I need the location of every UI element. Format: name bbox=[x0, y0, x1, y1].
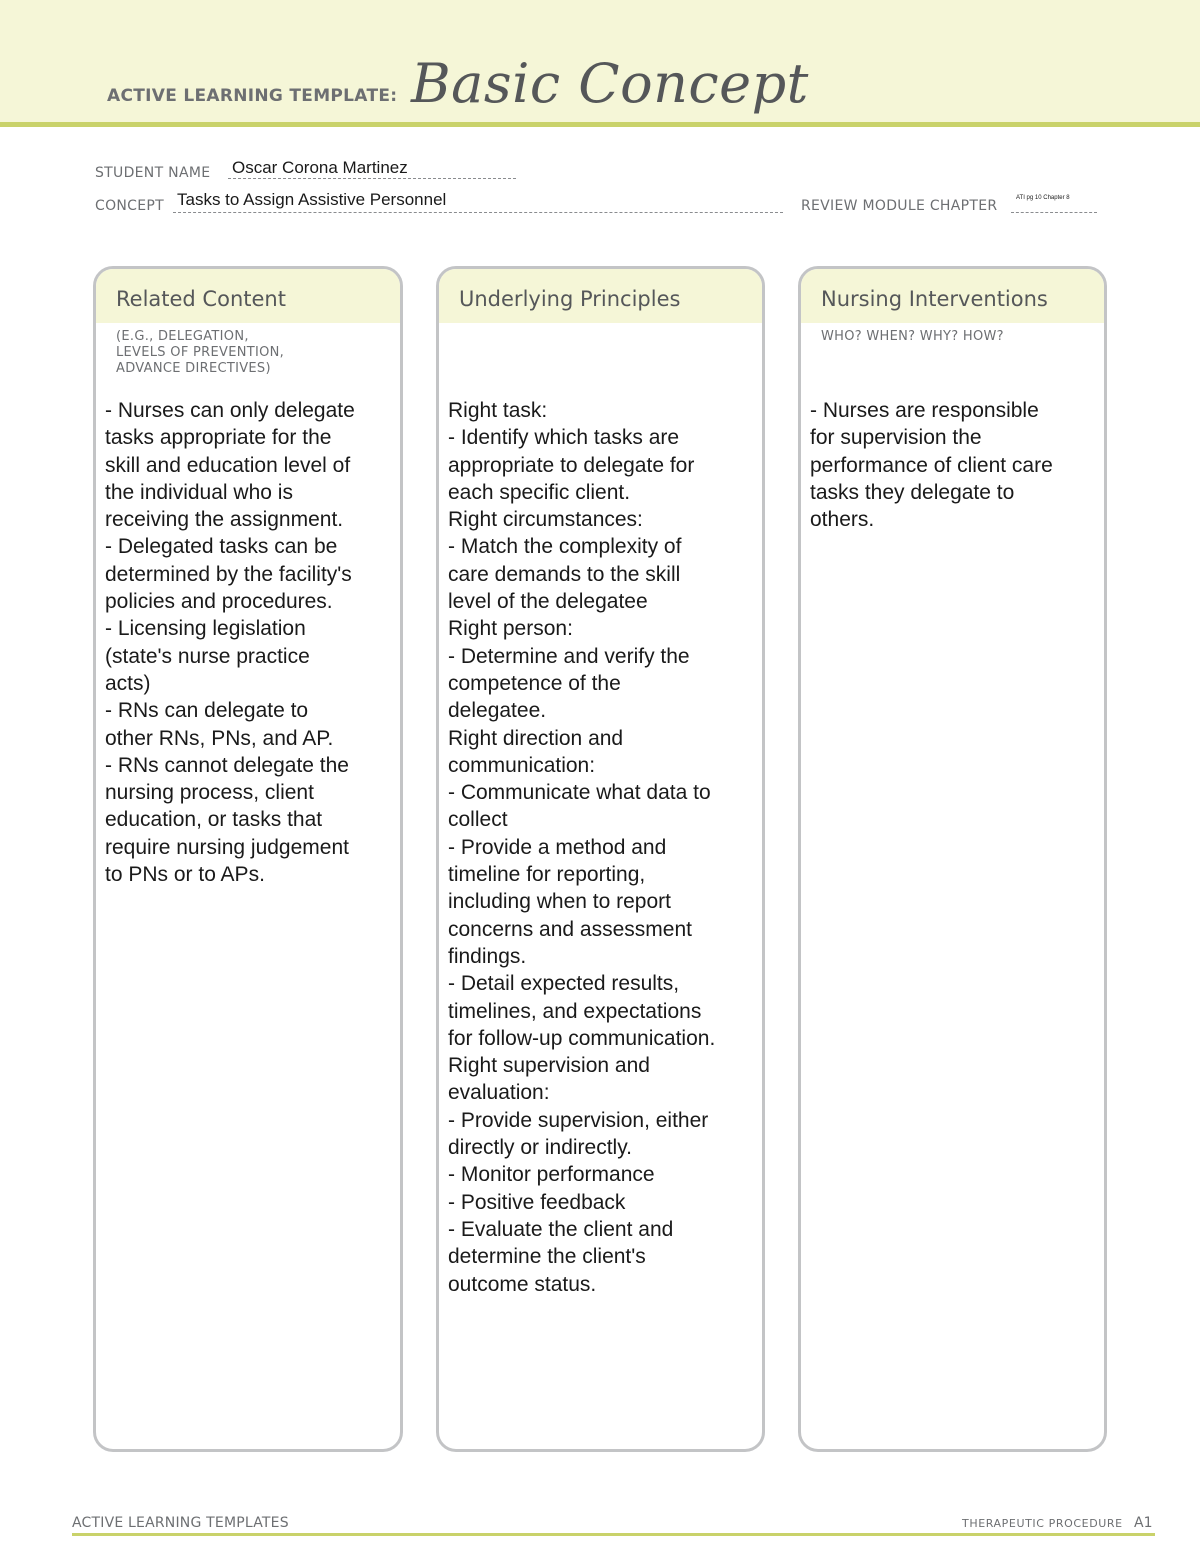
review-module-line bbox=[1011, 212, 1097, 213]
related-content-panel bbox=[93, 266, 403, 1452]
text-line: delegatee. bbox=[448, 699, 547, 723]
text-line: require nursing judgement bbox=[105, 835, 349, 859]
text-line: skill and education level of bbox=[105, 453, 351, 477]
text-line: timeline for reporting, bbox=[448, 863, 646, 887]
text-line: Right task: bbox=[448, 399, 548, 422]
footer-template-label: ACTIVE LEARNING TEMPLATES bbox=[72, 1515, 289, 1531]
text-line: competence of the bbox=[448, 671, 621, 695]
text-line: nursing process, client bbox=[105, 781, 314, 805]
text-line: policies and procedures. bbox=[105, 590, 333, 614]
text-line: level of the delegatee bbox=[448, 590, 648, 614]
text-line: other RNs, PNs, and AP. bbox=[105, 726, 334, 750]
text-line: for follow-up communication. bbox=[448, 1026, 716, 1050]
text-line: tasks appropriate for the bbox=[105, 426, 332, 450]
text-line: - Communicate what data to bbox=[448, 781, 711, 805]
nursing-interventions-panel bbox=[798, 266, 1107, 1452]
student-name-label: STUDENT NAME bbox=[95, 165, 211, 181]
text-line: appropriate to delegate for bbox=[448, 453, 695, 477]
text-line: acts) bbox=[105, 671, 151, 695]
text-line: - Provide a method and bbox=[448, 835, 667, 859]
text-line: others. bbox=[810, 508, 875, 532]
text-line: outcome status. bbox=[448, 1272, 597, 1296]
text-line: evaluation: bbox=[448, 1081, 550, 1105]
text-line: the individual who is bbox=[105, 480, 293, 504]
template-label: ACTIVE LEARNING TEMPLATE: bbox=[107, 86, 398, 106]
concept-field[interactable]: Tasks to Assign Assistive Personnel bbox=[177, 190, 447, 209]
text-line: - Evaluate the client and bbox=[448, 1217, 674, 1241]
text-line: education, or tasks that bbox=[105, 808, 323, 832]
text-line: - Monitor performance bbox=[448, 1163, 655, 1187]
text-line: findings. bbox=[448, 944, 527, 968]
text-line: performance of client care bbox=[810, 453, 1053, 477]
review-module-field[interactable]: ATI pg 10 Chapter 8 bbox=[1016, 195, 1070, 201]
text-line: - RNs can delegate to bbox=[105, 699, 309, 723]
related-content-header bbox=[96, 269, 400, 323]
footer-procedure-label: THERAPEUTIC PROCEDURE bbox=[962, 1517, 1123, 1530]
footer-rule bbox=[72, 1533, 1155, 1536]
text-line: - RNs cannot delegate the bbox=[105, 753, 349, 777]
text-line: - Identify which tasks are bbox=[448, 426, 680, 450]
text-line: Right supervision and bbox=[448, 1054, 650, 1078]
nursing-interventions-title: Nursing Interventions bbox=[821, 287, 1048, 311]
template-title: Basic Concept bbox=[411, 52, 809, 115]
nursing-interventions-subtitle bbox=[821, 329, 1004, 345]
text-line: - Delegated tasks can be bbox=[105, 535, 338, 559]
footer-page-number: A1 bbox=[1134, 1515, 1153, 1531]
subtitle-line: WHO? WHEN? WHY? HOW? bbox=[821, 329, 1004, 344]
text-line: tasks they delegate to bbox=[810, 480, 1015, 504]
text-line: Right person: bbox=[448, 617, 573, 641]
text-line: receiving the assignment. bbox=[105, 508, 344, 532]
text-line: collect bbox=[448, 808, 508, 832]
underlying-principles-title: Underlying Principles bbox=[459, 287, 681, 311]
text-line: - Licensing legislation bbox=[105, 617, 306, 641]
text-line: communication: bbox=[448, 753, 596, 777]
subtitle-line: ADVANCE DIRECTIVES) bbox=[116, 361, 271, 376]
underlying-principles-body[interactable] bbox=[448, 397, 754, 1298]
text-line: - Positive feedback bbox=[448, 1190, 626, 1214]
text-line: each specific client. bbox=[448, 480, 631, 504]
text-line: - Match the complexity of bbox=[448, 535, 682, 559]
text-line: - Nurses can only delegate bbox=[105, 399, 355, 422]
underlying-principles-header bbox=[439, 269, 762, 323]
underlying-principles-panel bbox=[436, 266, 765, 1452]
student-name-line bbox=[228, 178, 516, 179]
student-name-field[interactable]: Oscar Corona Martinez bbox=[232, 158, 408, 177]
text-line: to PNs or to APs. bbox=[105, 863, 265, 887]
related-content-subtitle bbox=[116, 329, 284, 377]
text-line: directly or indirectly. bbox=[448, 1136, 632, 1160]
nursing-interventions-header bbox=[801, 269, 1104, 323]
text-line: for supervision the bbox=[810, 426, 982, 450]
subtitle-line: (E.G., DELEGATION, bbox=[116, 329, 249, 344]
review-module-label: REVIEW MODULE CHAPTER bbox=[801, 198, 998, 214]
related-content-body[interactable] bbox=[105, 397, 392, 888]
text-line: determined by the facility's bbox=[105, 562, 352, 586]
text-line: Right circumstances: bbox=[448, 508, 643, 532]
text-line: - Nurses are responsible bbox=[810, 399, 1039, 422]
text-line: - Detail expected results, bbox=[448, 972, 680, 996]
related-content-title: Related Content bbox=[116, 287, 286, 311]
header-rule bbox=[0, 122, 1200, 127]
nursing-interventions-body[interactable] bbox=[810, 397, 1096, 533]
text-line: Right direction and bbox=[448, 726, 624, 750]
subtitle-line: LEVELS OF PREVENTION, bbox=[116, 345, 285, 360]
text-line: timelines, and expectations bbox=[448, 999, 702, 1023]
text-line: - Provide supervision, either bbox=[448, 1108, 709, 1132]
text-line: care demands to the skill bbox=[448, 562, 681, 586]
text-line: - Determine and verify the bbox=[448, 644, 690, 668]
text-line: including when to report bbox=[448, 890, 671, 914]
text-line: (state's nurse practice bbox=[105, 644, 310, 668]
concept-line bbox=[173, 212, 783, 213]
concept-label: CONCEPT bbox=[95, 198, 164, 214]
text-line: concerns and assessment bbox=[448, 917, 692, 941]
text-line: determine the client's bbox=[448, 1245, 646, 1269]
